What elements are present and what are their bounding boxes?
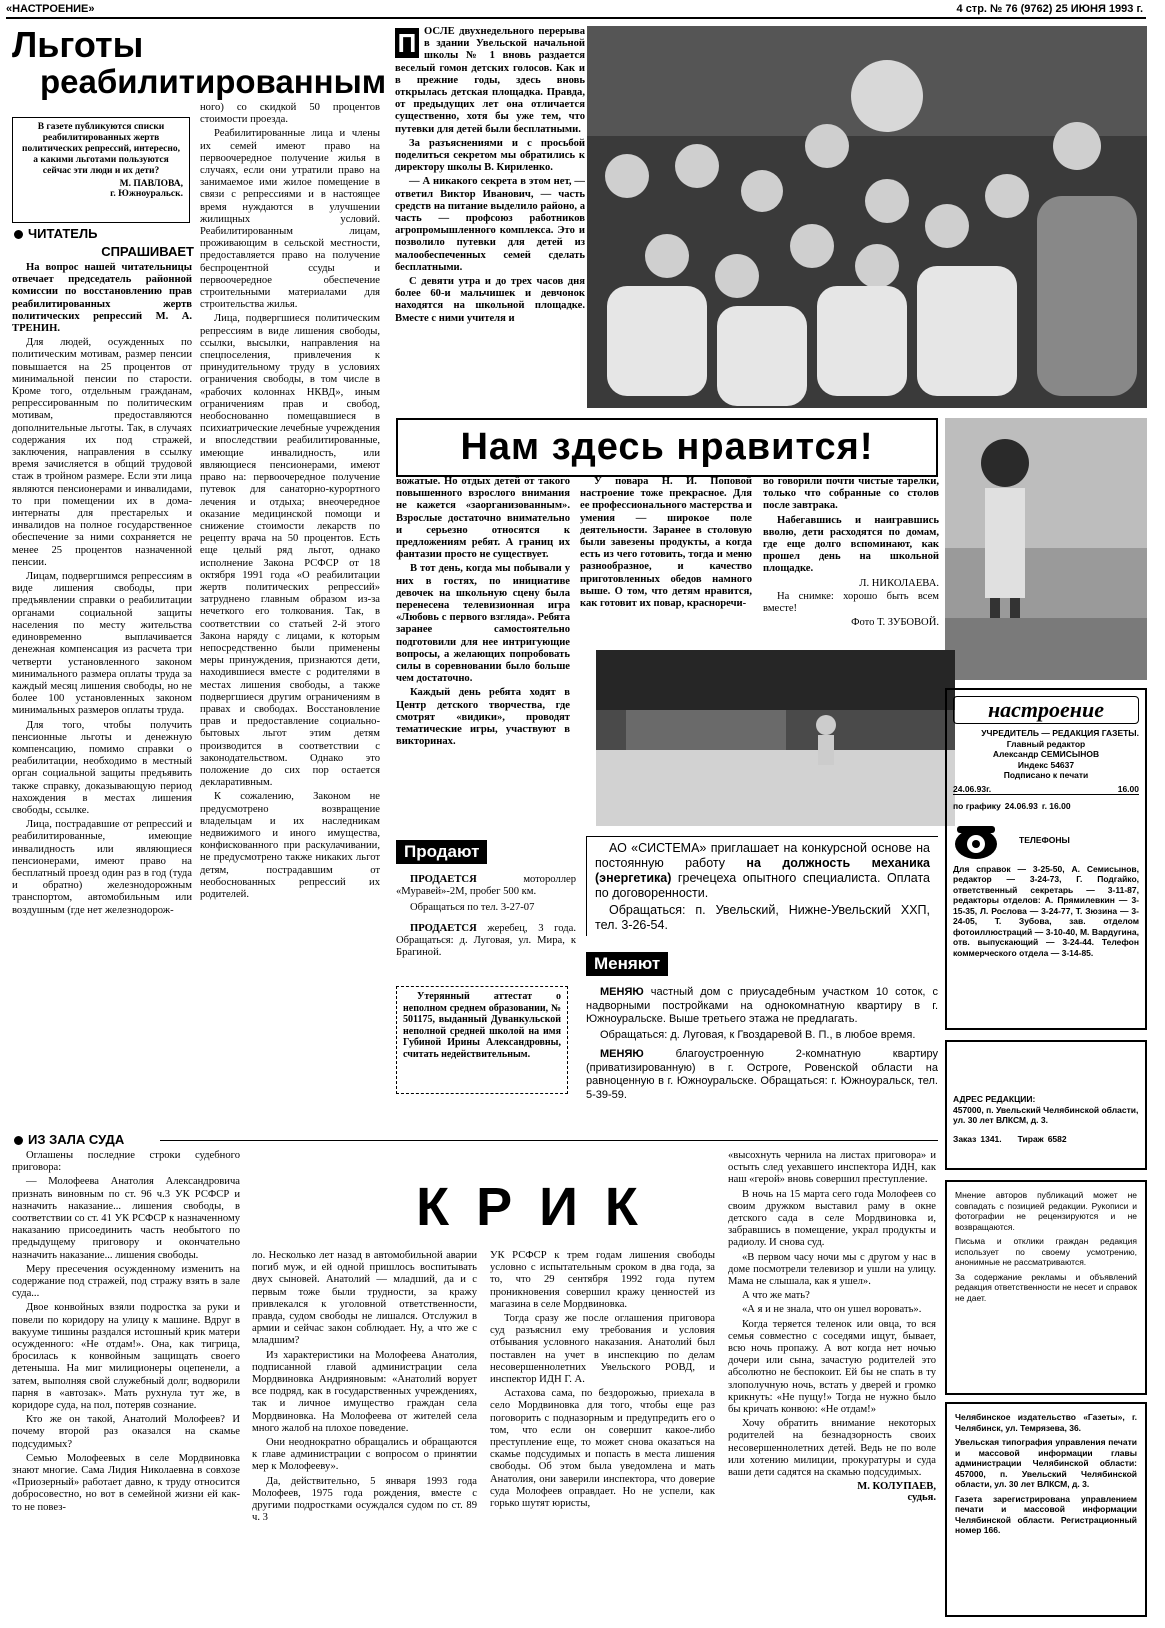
masthead-schedule-label: по графику bbox=[953, 801, 1001, 811]
court-paragraph: Астахова сама, по бездорожью, приехала в село Мордвиновка для того, чтобы еще раз поговорить с подназорным и предупредить его о том, что если он совершит какое-либо преступление еще, то может снова оказаться на скамье подсудимых и попасть в места лишения свободы. Об этом была уведомлена и мать Анатолия, они заверили инспектора, что доверие суда Молофеев оправдает. Но не успели, как горько шутят юристы, bbox=[490, 1388, 715, 1510]
girl-photo bbox=[945, 418, 1147, 680]
reader-letter-sign-1: М. ПАВЛОВА, bbox=[119, 179, 183, 189]
playground-photo bbox=[596, 650, 955, 826]
circulation-label: Тираж bbox=[1017, 1133, 1044, 1144]
sale-item-lead: ПРОДАЕТСЯ bbox=[410, 874, 477, 885]
school-paragraph: С девяти утра и до трех часов дня более 60-и мальчишек и девчонок находятся на школьной площадке. Вместе с ними учителя и bbox=[395, 276, 585, 324]
printing-text: Газета зарегистрирована управлением печати и массовой информации Челябинской области. Регистрационный номер 166. bbox=[955, 1493, 1137, 1535]
school-column-4 bbox=[763, 476, 939, 646]
court-column-2 bbox=[252, 1250, 477, 1620]
rubric-line-1: ЧИТАТЕЛЬ bbox=[28, 226, 98, 241]
phones-title: ТЕЛЕФОНЫ bbox=[1019, 835, 1070, 846]
address-title: АДРЕС РЕДАКЦИИ: bbox=[953, 1094, 1036, 1104]
court-paragraph: «А я и не знала, что он ушел воровать». bbox=[742, 1304, 922, 1316]
benefits-title-1: Льготы bbox=[12, 24, 144, 65]
school-paragraph: Каждый день ребята ходят в Центр детского творчества, где смотрят «видики», проводят тематические игры, участвуют в викторинах. bbox=[396, 687, 570, 748]
reader-letter bbox=[12, 117, 190, 223]
sale-item-contact: Обращаться по тел. 3-27-07 bbox=[410, 902, 535, 914]
benefits-paragraph: Лица, подвергшиеся политическим репрессиям в виде лишения свободы, ссылки, высылки, направления на спецпоселения, привлечения к принудительному труду в условиях ограничения свободы, в том числе в «рабочих колоннах НКВД», иным ограничениям прав и свобод, необоснованно помещавшиеся в психиатрические лечебные учреждения и впоследствии реабилитированные, имеющие инвалидность, или являющиеся пенсионерами, имеют право на: первоочередное получение путевок для санаторно-курортного лечения и отдыха; внеочередное оказание медицинской помощи и снижение стоимости лекарств по рецепту врача на 50 процентов. Есть еще целый ряд льгот, однако исполнение Закона РСФСР от 18 октября 1991 года «О реабилитации жертв политических репрессий» затруднено главным образом из-за нечеткого его толкования. Так, в соответствии со статьей 2-й этого Закона наряду с лицами, к которым непосредственно были применены меры принуждения, признаются дети, находившиеся вместе с родителями в местах лишения свободы, а также подвергшиеся другим ограничениям в правах и свободах. Восстановление прав и предоставление социально-бытовых льгот этим детям производится в соответствии с законодательством. Однако это положение до сих пор остается декларативным. bbox=[200, 313, 380, 789]
benefits-lead: На вопрос нашей читательницы отвечает председатель районной комиссии по восстановлению прав реабилитированных жертв политических репрессий М. А. ТРЕНИН. bbox=[12, 262, 192, 335]
school-author: Л. НИКОЛАЕВА. bbox=[859, 577, 939, 589]
benefits-paragraph: К сожалению, Законом не предусмотрено возвращение владельцам и их наследникам недвижимого и иного имущества, конфискованного при раскулачивании, не предусмотрено также никаких льгот детям, пострадавшим от необоснованных репрессий их родителей. bbox=[200, 791, 380, 900]
lost-certificate-box bbox=[396, 986, 568, 1094]
exchange-item-contact: Обращаться: д. Луговая, к Гвоздаревой В. П., в любое время. bbox=[600, 1028, 916, 1041]
court-paragraph: Да, действительно, 5 января 1993 года Молофеев, 1975 года рождения, вместе с другими подростками осуждался судом по ст. 89 ч. 3 bbox=[252, 1475, 477, 1524]
school-dropcap: П bbox=[395, 28, 419, 58]
school-column-2 bbox=[396, 476, 570, 806]
benefits-paragraph: Для людей, осужденных по политическим мотивам, размер пенсии повышается на 25 процентов от минимальной пенсии по старости. Кроме того, отдельным гражданам, репрессированным по политическим мотивам, предоставляются дополнительные льготы. Так, в случаях содержания их под стражей, заключения, направления в ссылку время зачисляется в общий трудовой стаж в тройном размере. Если эти лица являются пенсионерами и инвалидами, то при помещении их в дома-интернаты для престарелых и инвалидов на полное государственное обеспечение за ними сохраняется не менее 25 процентов назначенной пенсии. bbox=[12, 337, 192, 568]
photo-credit: Фото Т. ЗУБОВОЙ. bbox=[851, 617, 939, 629]
lost-certificate-text: Утерянный аттестат о неполном среднем образовании, № 501175, выданный Дуванкульской неполной средней школой на имя Губиной Ирины Александровны, считать недействительным. bbox=[403, 991, 561, 1060]
disclaimer-text: Мнение авторов публикаций может не совпадать с позицией редакции. Рукописи и фотографии не рецензируются и не возвращаются. bbox=[955, 1190, 1137, 1232]
school-paragraph: вожатые. Но отдых детей от такого повышенного взрослого внимания не кажется «заорганизованным». Взрослые достаточно внимательно и серьезно относятся к предложениям ребят. А границ их фантазии просто не существует. bbox=[396, 476, 570, 561]
phone-icon bbox=[953, 822, 999, 860]
address-box bbox=[945, 1040, 1147, 1170]
masthead-index: Индекс 54637 bbox=[1017, 759, 1075, 770]
disclaimer-text: За содержание рекламы и объявлений редакция ответственности не несет и справок не дает. bbox=[955, 1271, 1137, 1303]
court-column-1 bbox=[12, 1150, 240, 1620]
sale-item-lead: ПРОДАЕТСЯ bbox=[410, 922, 477, 934]
masthead-schedule-time: г. 16.00 bbox=[1041, 801, 1071, 811]
reader-letter-sign-2: г. Южноуральск. bbox=[110, 189, 183, 199]
benefits-paragraph: Лица, пострадавшие от репрессий и реабилитированные, имеющие инвалидность или являющиеся пенсионерами, имеют право на бесплатный проезд один раз в год (туда и обратно) железнодорожным транспортом, автомобильным или воздушным (где нет железнодорож- bbox=[12, 819, 192, 916]
exchange-item-lead: МЕНЯЮ bbox=[600, 986, 644, 998]
court-paragraph: «В первом часу ночи мы с другом у нас в доме посмотрели телевизор и ушли на улицу. Мама не слышала, как я ушел». bbox=[728, 1251, 936, 1288]
masthead-signed-time: 16.00 bbox=[1117, 783, 1139, 794]
school-paragraph: За разъяснениями и с просьбой поделиться секретом мы обратились к директору школы В. Кириленко. bbox=[395, 137, 585, 174]
rubric-dot-icon bbox=[14, 1136, 23, 1145]
court-paragraph: В ночь на 15 марта сего года Молофеев со своим дружком выставил раму в окне детского сада в селе Мордвиновка и, забравшись в помещение, украл продукты и радиолу. И снова суд. bbox=[728, 1188, 936, 1249]
job-ad-address: Обращаться: п. Увельский, Нижне-Увельский ХХП, тел. 3-26-54. bbox=[595, 903, 930, 932]
court-title: К Р И К bbox=[416, 1177, 644, 1237]
reader-letter-text: В газете публикуются списки реабилитированных жертв политических репрессий, интересно, а какими льготами пользуются сейчас эти люди и их дети? bbox=[21, 122, 180, 176]
header-rule bbox=[6, 17, 1146, 19]
issue-info: 4 стр. № 76 (9762) 25 ИЮНЯ 1993 г. bbox=[956, 3, 1143, 15]
masthead-logo: настроение bbox=[953, 696, 1139, 724]
school-title-box bbox=[396, 418, 938, 477]
court-column-3 bbox=[490, 1250, 715, 1620]
printing-text: Челябинское издательство «Газеты», г. Челябинск, ул. Темрязева, 36. bbox=[955, 1412, 1137, 1433]
school-paragraph: У повара Н. И. Поповой настроение тоже прекрасное. Для ее профессионального мастерства и умения — широкое поле деятельности. Заранее в столовую были завезены продукты, а когда есть из чего готовить, тогда и меню разнообразное, и качество приготовленных обедов намного выше. О том, что детям нравится, как готовит их повар, красноречи- bbox=[580, 476, 752, 610]
court-paragraph: УК РСФСР к трем годам лишения свободы условно с испытательным сроком в два года, за то, что 29 сентября 1992 года путем проникновения совершил кражу ценностей из магазина в селе Мордвиновка. bbox=[490, 1250, 715, 1310]
court-paragraph: Оглашены последние строки судебного приговора: bbox=[12, 1150, 240, 1174]
circulation-number: 6582 bbox=[1047, 1133, 1067, 1144]
phones-list: Для справок — 3-25-50, А. Семисынов, редактор — 3-24-73, Г. Подгайко, ответственный секретарь — 3-11-87, редакторы отделов: А. Прямилевкин — 3-15-35, Л. Рослова — 3-24-77, Т. Зюзина — 3-24-05, Т. Зубова, зав. отделом фотоиллюстраций — 3-10-40, М. Вардугина, отв. выпускающий — 3-24-44. Телефон коммерческого отдела — 3-14-85. bbox=[953, 863, 1139, 958]
school-column-1 bbox=[395, 26, 585, 408]
disclaimer-text: Письма и отклики граждан редакция использует по своему усмотрению, анонимные не рассматриваются. bbox=[955, 1236, 1137, 1267]
sale-item-text: жеребец, 3 года. Обращаться: д. Луговая, ул. Мира, к Брагиной. bbox=[396, 922, 576, 959]
order-row bbox=[953, 1134, 1139, 1145]
school-title: Нам здесь нравится! bbox=[460, 426, 874, 468]
photo-caption: На снимке: хорошо быть всем вместе! bbox=[763, 590, 939, 614]
exchange-item-text: частный дом с приусадебным участком 10 соток, с надворными постройками на однокомнатную квартиру в г. Южноуральске. Выше третьего этажа не предлагать. bbox=[586, 986, 938, 1025]
benefits-paragraph: ного) со скидкой 50 процентов стоимости проезда. bbox=[200, 102, 380, 126]
masthead-schedule-date: 24.06.93 bbox=[1004, 801, 1038, 811]
masthead-founder: УЧРЕДИТЕЛЬ — РЕДАКЦИЯ ГАЗЕТЫ. bbox=[981, 728, 1139, 738]
court-paragraph: ло. Несколько лет назад в автомобильной аварии погиб муж, и ей одной пришлось воспитывать двух сыновей. Анатолий — младший, да и с первым тоже были трудности, за кражу привлекался к уголовной ответственности, правда, судом свободы не лишался. Отслужил в армии и сейчас закон соблюдает. Ну, а что же с младшим? bbox=[252, 1250, 477, 1347]
masthead-signed-date: 24.06.93г. bbox=[953, 783, 992, 794]
school-paragraph: Набегавшись и наигравшись вволю, дети расходятся по домам, где еще долго вспоминают, как прошел день на школьной площадке. bbox=[763, 514, 939, 575]
school-paragraph: ОСЛЕ двухнедельного перерыва в здании Увельской начальной школы № 1 вновь раздается веселый гомон детских голосов. Как и в прежние годы, здесь вновь открылась детская площадка. Правда, от предыдущих лет она отличается существенно, хотя бы уже тем, что путевки для детей были бесплатными. bbox=[395, 26, 585, 135]
court-paragraph: Двое конвойных взяли подростка за руки и повели по коридору на улицу к машине. Вдруг в вакууме тишины раздался истошный крик матери осужденного: «Не отдам!». Она, как тигрица, бросилась к конвойным защищать своего детеныша. На миг милиционеры оцепенели, а затем, выполняя свой служебный долг, водворили парня в «автозак». Мать рухнула тут же, в коридоре суда, на пол, потеряв сознание. bbox=[12, 1302, 240, 1412]
benefits-paragraph: Лицам, подвергшимся репрессиям в виде лишения свободы, при предъявлении справки о реабилитации органами социальной защиты населения по месту жительства единовременно выплачивается денежная компенсация из расчета три четверти установленного законом минимального размера оплаты труда за каждый месяц лишения свободы, но не более 100 установленных законом минимальных размеров оплаты труда. bbox=[12, 571, 192, 717]
court-rubric bbox=[14, 1132, 130, 1147]
phones-header bbox=[953, 822, 1139, 860]
sale-items bbox=[396, 874, 576, 961]
school-paragraph: во говорили почти чистые тарелки, только что собранные со столов после завтрака. bbox=[763, 476, 939, 512]
school-column-3 bbox=[580, 476, 752, 646]
court-author: М. КОЛУПАЕВ, bbox=[857, 1481, 936, 1493]
address-spacer bbox=[953, 1048, 1139, 1094]
exchange-item bbox=[586, 1048, 938, 1102]
order-label: Заказ bbox=[953, 1133, 977, 1144]
masthead-schedule-row bbox=[953, 801, 1139, 812]
court-paragraph: «высохнуть чернила на листах приговора» и остыть след уехавшего инспектора ИДН, как наш «герой» вновь совершил преступление. bbox=[728, 1150, 936, 1186]
printing-text: Увельская типография управления печати и массовой информации главы администрации Челябинской области: 457000, п. Увельский Челябинской области, ул. 30 лет ВЛКСМ, д. 3. bbox=[955, 1437, 1137, 1489]
masthead-editor-name: Александр СЕМИСЫНОВ bbox=[992, 749, 1100, 759]
sale-item bbox=[396, 923, 576, 960]
exchange-item-text: благоустроенную 2-комнатную квартиру (приватизированную) в г. Остроге, Ровенской области на равноценную в г. Южноуральске. Обращаться: г. Южноуральск, тел. 5-39-59. bbox=[586, 1048, 938, 1101]
address-text: 457000, п. Увельский Челябинской области, ул. 30 лет ВЛКСМ, д. 3. bbox=[953, 1104, 1139, 1125]
playground-photo-graphic bbox=[596, 650, 955, 826]
job-ad-text bbox=[595, 841, 930, 901]
court-paragraph: — Молофеева Анатолия Александровича признать виновным по ст. 96 ч.3 УК РСФСР и назначить наказание... лишения свободы, в соответствии со ст. 41 УК РСФСР к назначенному наказанию присоединить часть необытого по предыдущему приговору и окончательно назначить наказание... лишения свободы. bbox=[12, 1176, 240, 1261]
order-number: 1341. bbox=[980, 1133, 1002, 1144]
job-ad-text-2: гречецеха опытного специалиста. Оплата по договоренности. bbox=[595, 871, 930, 900]
court-paragraph: Когда теряется теленок или овца, то вся семья совместно с соседями ищут, бывает, всю ночь пропажу. А вот когда нет ночью дочери или сына, зачастую родителей это абсолютно не беспокоит. Ей бы не спать в ту злополучную ночь, встать у дверей и громко крикнуть: «Не пущу!» Тогда не нужно было бы кричать конвою: «Не отдам!» bbox=[728, 1318, 936, 1416]
section-header: «НАСТРОЕНИЕ» bbox=[6, 3, 95, 15]
court-rubric-text: ИЗ ЗАЛА СУДА bbox=[28, 1132, 125, 1147]
children-photo bbox=[587, 26, 1147, 408]
benefits-title-2: реабилитированным bbox=[40, 63, 387, 100]
girl-photo-graphic bbox=[945, 418, 1147, 680]
court-paragraph: Хочу обратить внимание некоторых родителей на безнадзорность своих несовершеннолетних детей. Ведь не по воле или хотению милиции, прокуратуры и суда ваши дети садятся на скамью подсудимых. bbox=[728, 1418, 936, 1479]
exchange-heading: Меняют bbox=[586, 952, 668, 976]
sale-item bbox=[396, 874, 576, 898]
court-paragraph: А что же мать? bbox=[742, 1290, 810, 1302]
exchange-heading-wrap bbox=[586, 952, 668, 976]
court-paragraph: Тогда сразу же после оглашения приговора суд разъяснил ему требования и условия отбывания условного наказания. Анатолий был поставлен на учет в инспекцию по делам несовершеннолетних Увельского РОВД, и инспектор ИДН Г. А. bbox=[490, 1313, 715, 1386]
court-column-4 bbox=[728, 1150, 936, 1620]
sale-item-text: мотороллер «Муравей»-2М, пробег 500 км. bbox=[396, 874, 576, 898]
benefits-column-2 bbox=[200, 102, 380, 1070]
sale-heading: Продают bbox=[396, 840, 487, 864]
sale-heading-wrap bbox=[396, 840, 487, 864]
school-paragraph: В тот день, когда мы побывали у них в гостях, по инициативе девочек на школьную сцену была перенесена телевизионная игра «Любовь с первого взгляда». Ребята заранее самостоятельно подготовили для нее интригующие вопросы, а желающих попробовать силы в соревновании было больше чем достаточно. bbox=[396, 563, 570, 685]
benefits-title bbox=[12, 26, 392, 100]
court-paragraph: Меру пресечения осужденному изменить на содержание под стражей, под стражу взять в зале суда... bbox=[12, 1263, 240, 1300]
masthead-editor-title: Главный редактор bbox=[1006, 738, 1086, 749]
benefits-paragraph: Реабилитированные лица и члены их семей имеют право на первоочередное получение жилья в случаях, если они утратили право на занимаемое ими жилое помещение в связи с репрессиями и в настоящее время нуждаются в улучшении жилищных условий. Реабилитированным лицам, проживающим в сельской местности, предоставляется право на получение беспроцентной ссуды и первоочередное обеспечение строительными материалами для строительства жилья. bbox=[200, 128, 380, 311]
disclaimer-box bbox=[945, 1180, 1147, 1395]
children-photo-graphic bbox=[587, 26, 1147, 408]
exchange-item bbox=[586, 986, 938, 1027]
job-ad-text-1: АО «СИСТЕМА» приглашает на конкурсной основе на постоянную работу bbox=[595, 841, 930, 870]
court-paragraph: Семью Молофеевых в селе Мордвиновка знают многие. Сама Лидия Николаевна в совхозе «Приозерный» работает давно, к труду относится добросовестно, но вот в семейной жизни ей как-то не повез- bbox=[12, 1452, 240, 1513]
court-paragraph: Из характеристики на Молофеева Анатолия, подписанной главой администрации села Мордвиновка Андрияновым: «Анатолий ворует все подряд, как в государственных учреждениях, так и личное имущество граждан села Мордвиновка. На Молофеева от жителей села много жалоб на плохое поведение. bbox=[252, 1349, 477, 1434]
court-paragraph: Кто же он такой, Анатолий Молофеев? И почему второй раз оказался на скамье подсудимых? bbox=[12, 1414, 240, 1450]
masthead-signed: Подписано к печати bbox=[1003, 770, 1089, 780]
benefits-paragraph: Для того, чтобы получить пенсионные льготы и денежную компенсацию, помимо справки о реабилитации, необходимо в местный орган социальной защиты предъявить также справку, доказывающую период нахождения в местах лишения свободы, ссылке. bbox=[12, 719, 192, 816]
school-paragraph: — А никакого секрета в этом нет, — ответил Виктор Иванович, — часть средств на питание выделило районо, а часть — профсоюз работников агропромышленного комплекса. Это и позволило путевки для детей из малообеспеченных семей сделать бесплатными. bbox=[395, 176, 585, 273]
masthead-signed-row bbox=[953, 784, 1139, 796]
court-rule bbox=[160, 1140, 938, 1141]
rubric-line-2: СПРАШИВАЕТ bbox=[101, 244, 194, 259]
reader-rubric bbox=[14, 226, 194, 259]
benefits-column-1 bbox=[12, 262, 192, 1070]
court-paragraph: Они неоднократно обращались и обращаются к главе администрации с вопросом о принятии мер к Молофееву». bbox=[252, 1437, 477, 1473]
job-ad-position: на должность механика (энергетика) bbox=[595, 856, 930, 885]
job-ad bbox=[586, 836, 938, 936]
court-author-role: судья. bbox=[907, 1492, 936, 1504]
exchange-item-lead: МЕНЯЮ bbox=[600, 1048, 644, 1060]
printing-box bbox=[945, 1402, 1147, 1617]
exchange-items bbox=[586, 986, 938, 1104]
rubric-dot-icon bbox=[14, 230, 23, 239]
masthead-box bbox=[945, 688, 1147, 1030]
